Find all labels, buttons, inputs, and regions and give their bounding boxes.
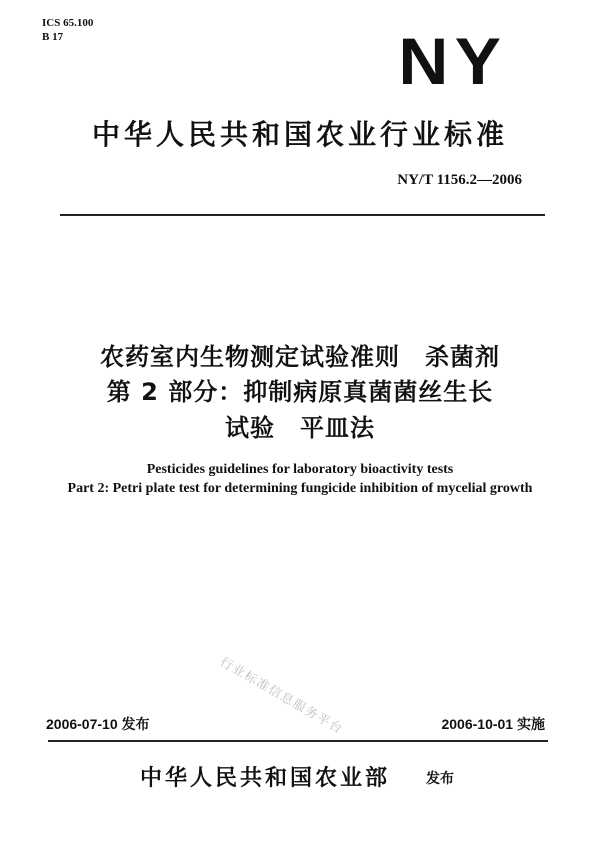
watermark: 行业标准信息服务平台 xyxy=(217,653,347,737)
chinese-title-line-1: 农药室内生物测定试验准则 杀菌剂 xyxy=(100,343,500,371)
issuing-authority: 中华人民共和国农业部 xyxy=(140,766,391,791)
ccs-code: B 17 xyxy=(42,31,64,43)
chinese-title-line-2: 第 2 部分：抑制病原真菌菌丝生长 xyxy=(106,378,494,406)
implementation-date: 2006-10-01 实施 xyxy=(441,716,545,732)
ny-logo: NY xyxy=(398,24,508,98)
top-divider xyxy=(60,214,545,216)
issued-label: 发布 xyxy=(426,771,454,787)
standard-category-title: 中华人民共和国农业行业标准 xyxy=(91,118,508,151)
english-title-line-1: Pesticides guidelines for laboratory bioactivity tests xyxy=(146,462,454,477)
classification-codes xyxy=(42,16,93,44)
issue-date: 2006-07-10 发布 xyxy=(46,716,150,732)
standard-number: NY/T 1156.2—2006 xyxy=(397,172,522,188)
bottom-divider xyxy=(48,740,548,742)
english-title-line-2: Part 2: Petri plate test for determining fungicide inhibition of mycelial growth xyxy=(67,481,533,496)
chinese-title-line-3: 试验 平皿法 xyxy=(225,414,375,442)
ics-code: ICS 65.100 xyxy=(42,17,94,29)
